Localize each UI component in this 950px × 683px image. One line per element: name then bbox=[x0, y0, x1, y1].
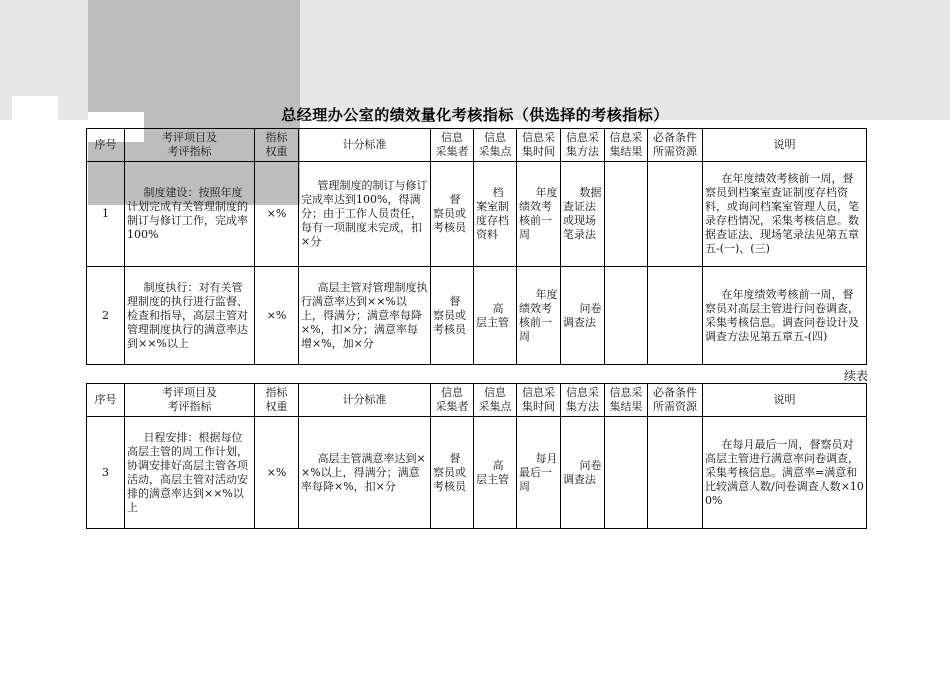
row-no: 1 bbox=[87, 162, 125, 267]
row-weight: ×% bbox=[255, 417, 299, 529]
header-resource: 必备条件 所需资源 bbox=[648, 129, 703, 162]
row-resource bbox=[648, 162, 703, 267]
row-method: 问卷调查法 bbox=[561, 267, 605, 365]
header-no: 序号 bbox=[87, 129, 125, 162]
row-standard: 高层主管满意率达到××%以上，得满分；满意率每降×%，扣×分 bbox=[299, 417, 431, 529]
header-desc: 说明 bbox=[703, 384, 867, 417]
row-item: 制度建设：按照年度计划完成有关管理制度的制订与修订工作，完成率 100% bbox=[125, 162, 255, 267]
row-time: 年度绩效考核前一周 bbox=[517, 267, 561, 365]
header-result: 信息采 集结果 bbox=[605, 384, 648, 417]
header-item: 考评项目及 考评指标 bbox=[125, 384, 255, 417]
header-weight: 指标 权重 bbox=[255, 129, 299, 162]
header-collector: 信息 采集者 bbox=[431, 129, 474, 162]
header-resource: 必备条件 所需资源 bbox=[648, 384, 703, 417]
row-desc: 在每月最后一周，督察员对高层主管进行满意率问卷调查，采集考核信息。满意率=满意和比较满意人数/问卷调查人数×100% bbox=[703, 417, 867, 529]
kpi-table-continued bbox=[86, 383, 867, 529]
header-point: 信息 采集点 bbox=[474, 129, 517, 162]
row-method: 数据查证法或现场笔录法 bbox=[561, 162, 605, 267]
row-result bbox=[605, 417, 648, 529]
row-desc: 在年度绩效考核前一周，督察员对高层主管进行问卷调查，采集考核信息。调查问卷设计及调查方法见第五章五-(四) bbox=[703, 267, 867, 365]
header-method: 信息采 集方法 bbox=[561, 384, 605, 417]
document-title: 总经理办公室的绩效量化考核指标（供选择的考核指标） bbox=[281, 106, 669, 124]
row-weight: ×% bbox=[255, 162, 299, 267]
header-time: 信息采 集时间 bbox=[517, 129, 561, 162]
header-standard: 计分标准 bbox=[299, 129, 431, 162]
row-result bbox=[605, 162, 648, 267]
row-point: 档案室制度存档资料 bbox=[474, 162, 517, 267]
table-header-row bbox=[87, 129, 867, 162]
table-row bbox=[87, 417, 867, 529]
row-collector: 督察员或考核员 bbox=[431, 267, 474, 365]
header-item: 考评项目及 考评指标 bbox=[125, 129, 255, 162]
header-weight: 指标 权重 bbox=[255, 384, 299, 417]
row-desc: 在年度绩效考核前一周，督察员到档案室查证制度存档资料，或询问档案室管理人员，笔录存档情况，采集考核信息。数据查证法、现场笔录法见第五章五-(一)、(三) bbox=[703, 162, 867, 267]
row-item: 制度执行：对有关管理制度的执行进行监督、检查和指导，高层主管对管理制度执行的满意率达到××%以上 bbox=[125, 267, 255, 365]
table-row bbox=[87, 267, 867, 365]
row-method: 问卷调查法 bbox=[561, 417, 605, 529]
header-method: 信息采 集方法 bbox=[561, 129, 605, 162]
row-no: 2 bbox=[87, 267, 125, 365]
row-no: 3 bbox=[87, 417, 125, 529]
kpi-table-main bbox=[86, 128, 867, 365]
row-time: 年度绩效考核前一周 bbox=[517, 162, 561, 267]
table-header-row bbox=[87, 384, 867, 417]
row-result bbox=[605, 267, 648, 365]
table-row bbox=[87, 162, 867, 267]
header-standard: 计分标准 bbox=[299, 384, 431, 417]
header-no: 序号 bbox=[87, 384, 125, 417]
row-standard: 高层主管对管理制度执行满意率达到××%以上，得满分；满意率每降×%，扣×分；满意率每增×%，加×分 bbox=[299, 267, 431, 365]
header-collector: 信息 采集者 bbox=[431, 384, 474, 417]
row-resource bbox=[648, 417, 703, 529]
row-point: 高层主管 bbox=[474, 267, 517, 365]
header-result: 信息采 集结果 bbox=[605, 129, 648, 162]
continued-label: 续表 bbox=[843, 369, 868, 383]
row-collector: 督察员或考核员 bbox=[431, 162, 474, 267]
row-collector: 督察员或考核员 bbox=[431, 417, 474, 529]
row-standard: 管理制度的制订与修订完成率达到100%，得满分；由于工作人员责任，每有一项制度未完成，扣×分 bbox=[299, 162, 431, 267]
row-point: 高层主管 bbox=[474, 417, 517, 529]
row-resource bbox=[648, 267, 703, 365]
header-desc: 说明 bbox=[703, 129, 867, 162]
header-time: 信息采 集时间 bbox=[517, 384, 561, 417]
row-item: 日程安排：根据每位高层主管的周工作计划，协调安排好高层主管各项活动，高层主管对活动安排的满意率达到××%以上 bbox=[125, 417, 255, 529]
row-weight: ×% bbox=[255, 267, 299, 365]
row-time: 每月最后一周 bbox=[517, 417, 561, 529]
header-point: 信息 采集点 bbox=[474, 384, 517, 417]
